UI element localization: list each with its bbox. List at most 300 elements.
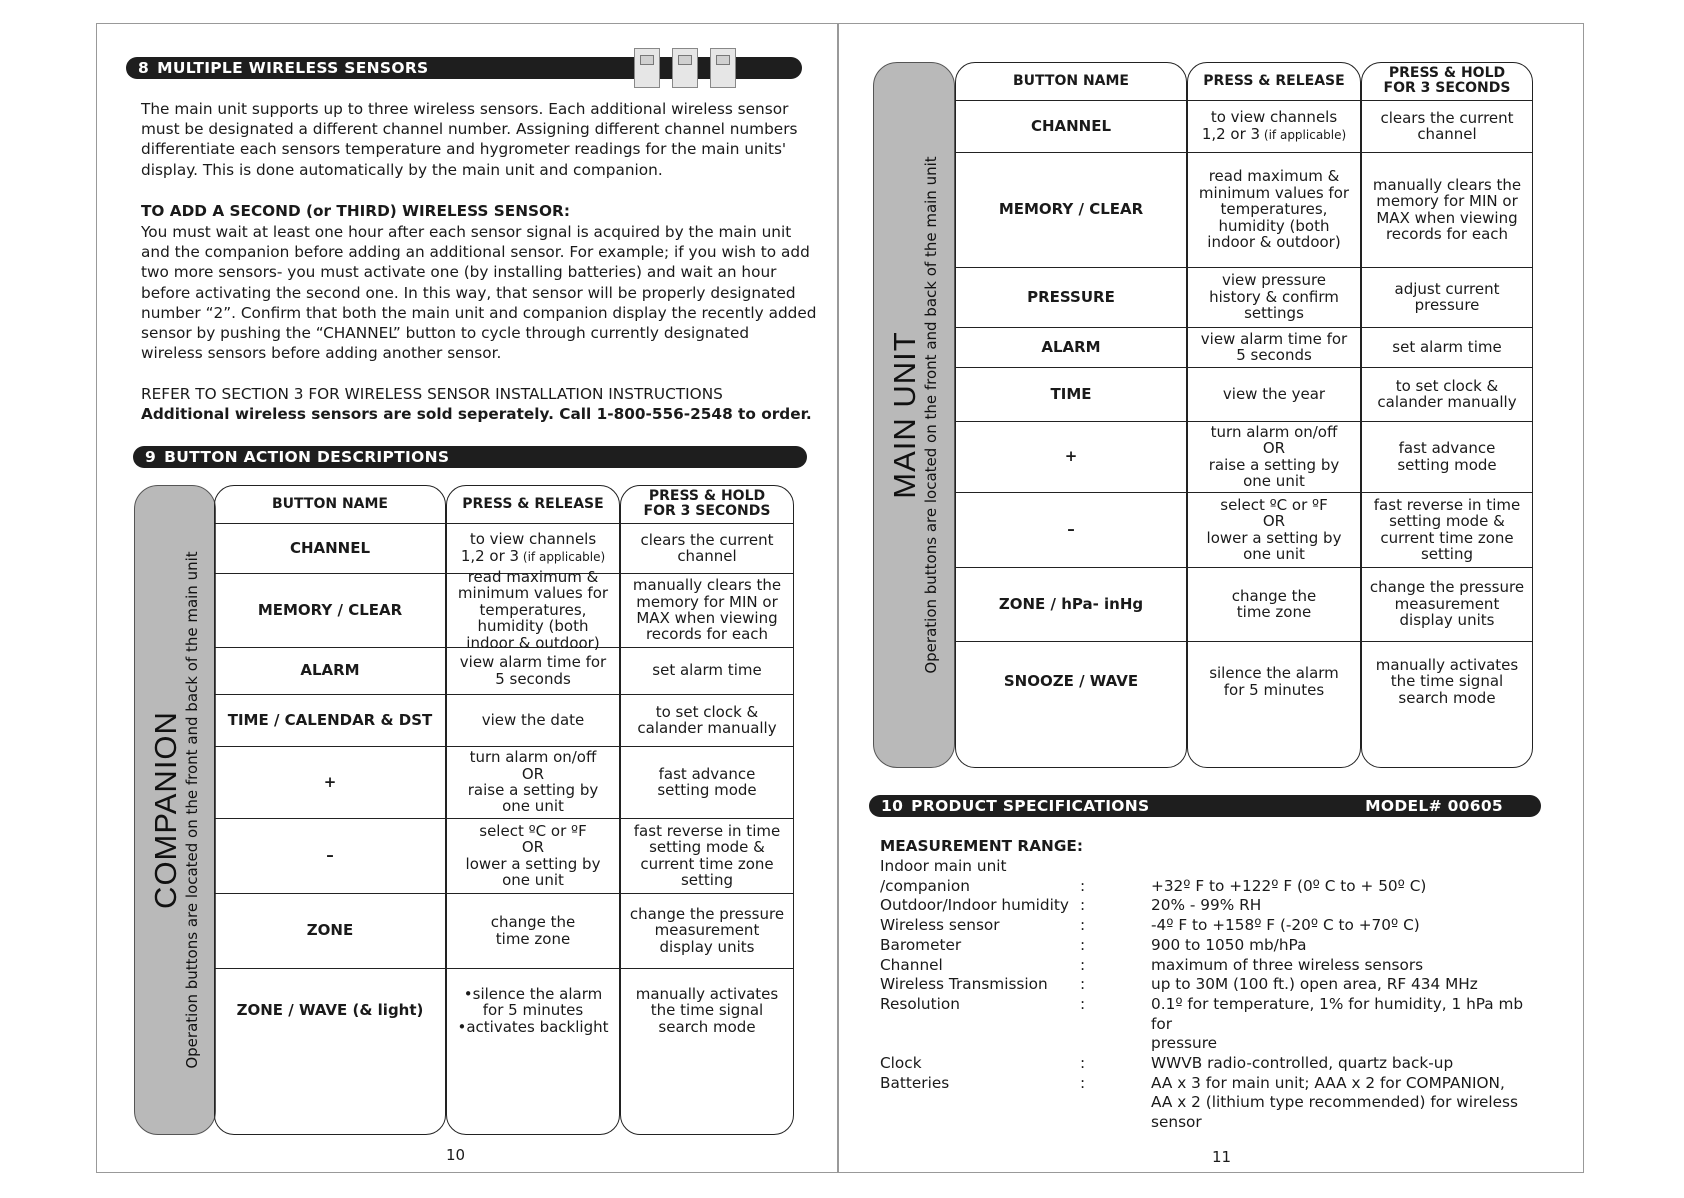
spec-label: [880, 916, 1000, 936]
spec-value: [1151, 877, 1541, 897]
cell-line: set alarm time: [1392, 337, 1502, 356]
press-hold-cell: [620, 523, 794, 573]
sensor-1-icon: [634, 48, 660, 88]
cell-text: [307, 922, 353, 938]
cell-text: [228, 712, 433, 728]
cell-line: MAX when viewing: [636, 609, 778, 627]
spec-label-line: Clock: [880, 1054, 922, 1072]
cell-line: one unit: [1243, 471, 1305, 490]
cell-line: to set clock &: [655, 702, 759, 721]
cell-text: [1199, 168, 1349, 250]
cell-text: [237, 1002, 424, 1018]
press-hold-cell: [1361, 567, 1533, 641]
cell-text: [1374, 497, 1520, 563]
cell-line: temperatures,: [479, 600, 587, 619]
section-10-header: [869, 795, 1541, 817]
press-release-cell: [1187, 641, 1361, 722]
spec-separator: :: [1080, 916, 1086, 935]
cell-line: pressure: [1414, 296, 1480, 314]
cell-line: change the: [1231, 586, 1317, 605]
cell-line: lower a setting by: [465, 854, 601, 873]
cell-line: –: [326, 846, 334, 865]
spec-value-line: 900 to 1050 mb/hPa: [1151, 935, 1307, 954]
cell-line: clears the current: [1380, 108, 1514, 127]
cell-text: [1223, 386, 1325, 402]
button-name-cell: [214, 694, 446, 746]
cell-line: manually clears the: [632, 576, 782, 595]
header-line: FOR 3 SECONDS: [1383, 80, 1511, 96]
header-press-hold: [620, 485, 794, 523]
section-9-title: BUTTON ACTION DESCRIPTIONS: [164, 448, 450, 466]
cell-line: 1,2 or 3 (if applicable): [1201, 124, 1347, 143]
cell-line: manually activates: [1375, 655, 1519, 674]
cell-line: manually activates: [635, 984, 779, 1003]
spec-label: [880, 896, 1069, 916]
cell-line: to view channels: [469, 530, 597, 549]
cell-text: [258, 602, 402, 618]
header-button-name: BUTTON NAME: [1013, 72, 1129, 89]
cell-text: [466, 823, 601, 889]
press-release-cell: [1187, 100, 1361, 152]
cell-text: [461, 531, 605, 565]
spec-label-line: Batteries: [880, 1073, 950, 1092]
spec-value: [1151, 956, 1541, 976]
cell-line: select ºC or ºF: [479, 821, 587, 840]
press-release-cell: [446, 968, 620, 1053]
cell-line: view alarm time for: [1200, 329, 1348, 348]
cell-text: [1041, 339, 1100, 355]
cell-line: records for each: [1385, 224, 1509, 243]
body-line: number “2”. Confirm that both the main unit and companion display the recently added: [141, 303, 817, 322]
button-name-cell: [955, 492, 1187, 567]
cell-line: minimum values for: [457, 584, 609, 603]
spec-separator: :: [1080, 1054, 1086, 1072]
cell-line: setting mode &: [1389, 512, 1505, 531]
cell-line: channel: [677, 547, 737, 565]
cell-line: records for each: [645, 625, 769, 644]
companion-tab-title: COMPANION: [148, 711, 183, 909]
cell-text: [1067, 521, 1075, 537]
cell-line: ZONE / hPa- inHg: [998, 594, 1144, 613]
press-hold-cell: [620, 893, 794, 968]
cell-text: [636, 986, 778, 1035]
cell-line: read maximum &: [1208, 167, 1340, 186]
spec-value-line: up to 30M (100 ft.) open area, RF 434 MHz: [1151, 975, 1478, 994]
cell-line: TIME: [1050, 384, 1092, 403]
cell-line: humidity (both: [477, 617, 589, 636]
sensor-3-icon: [710, 48, 736, 88]
cell-text: [1004, 673, 1138, 689]
cell-line: view alarm time for: [459, 653, 607, 672]
header-press-release: PRESS & RELEASE: [1203, 72, 1345, 89]
cell-line: change the pressure: [629, 904, 785, 923]
spec-separator: :: [1080, 876, 1086, 895]
cell-line: •silence the alarm: [463, 984, 603, 1003]
if-applicable-note: (if applicable): [519, 549, 606, 564]
cell-line: setting mode &: [649, 838, 765, 857]
body-line: two more sensors- you must activate one (by installing batteries) and wait an hour: [141, 263, 777, 282]
cell-line: 5 seconds: [495, 669, 571, 688]
spec-label: [880, 1074, 949, 1094]
press-hold-cell: [1361, 492, 1533, 567]
press-release-cell: [1187, 492, 1361, 567]
cell-line: +: [323, 772, 337, 791]
spec-value-line: +32º F to +122º F (0º C to + 50º C): [1151, 876, 1427, 895]
spec-value-line: pressure: [1151, 1034, 1218, 1053]
press-hold-cell: [1361, 152, 1533, 267]
cell-text: [458, 569, 608, 651]
cell-line: time zone: [495, 929, 571, 948]
cell-text: [999, 201, 1143, 217]
spec-label: [880, 1054, 922, 1074]
intro-line: differentiate each sensors temperature and hygrometer readings for the main units': [141, 140, 787, 159]
cell-line: MAX when viewing: [1376, 208, 1518, 227]
cell-line: indoor & outdoor): [466, 633, 600, 652]
cell-line: view the year: [1222, 384, 1326, 403]
cell-line: ALARM: [1041, 337, 1101, 356]
spec-value: [1151, 1054, 1541, 1074]
press-release-cell: [1187, 367, 1361, 421]
button-name-cell: [214, 818, 446, 893]
cell-line: to set clock &: [1395, 376, 1499, 395]
cell-line: setting mode: [1397, 455, 1497, 474]
cell-text: [1232, 588, 1317, 621]
spec-value-line: 20% - 99% RH: [1151, 896, 1262, 915]
intro-line: must be designated a different channel number. Assigning different channel numbers: [141, 120, 798, 139]
cell-line: •activates backlight: [457, 1017, 609, 1036]
cell-text: [1031, 118, 1111, 134]
spec-label-line: Channel: [880, 955, 943, 974]
spec-value: [1151, 1074, 1541, 1133]
press-hold-cell: [1361, 100, 1533, 152]
header-line: PRESS & HOLD: [1388, 65, 1506, 81]
spec-separator: :: [1080, 975, 1086, 994]
cell-line: current time zone: [640, 854, 774, 873]
spec-value: [1151, 916, 1541, 936]
cell-line: display units: [659, 937, 755, 956]
cell-line: display units: [1399, 611, 1495, 630]
cell-line: temperatures,: [1220, 200, 1328, 219]
order-note: Additional wireless sensors are sold seperately. Call 1-800-556-2548 to order.: [141, 405, 812, 423]
press-hold-cell: [1361, 367, 1533, 421]
cell-line: ALARM: [300, 661, 360, 680]
spec-value-line: sensor: [1151, 1113, 1202, 1132]
spec-label-line: /companion: [880, 876, 970, 895]
cell-line: manually clears the: [1372, 175, 1522, 194]
cell-line: search mode: [1398, 688, 1496, 707]
press-release-cell: [446, 694, 620, 746]
cell-text: [1209, 665, 1339, 698]
cell-line: OR: [521, 838, 545, 857]
cell-line: raise a setting by: [1208, 455, 1340, 474]
cell-line: history & confirm: [1209, 287, 1339, 306]
cell-line: +: [1064, 447, 1078, 466]
cell-text: [1201, 331, 1347, 364]
cell-line: minimum values for: [1198, 183, 1350, 202]
cell-text: [300, 662, 359, 678]
cell-text: [999, 596, 1143, 612]
companion-side-tab: [134, 485, 216, 1135]
section-8-number: 8: [138, 59, 150, 77]
spec-value-line: 0.1º for temperature, 1% for humidity, 1 hPa mb for: [1151, 994, 1524, 1033]
cell-text: [326, 847, 334, 863]
press-release-cell: [446, 567, 620, 652]
press-release-cell: [446, 647, 620, 694]
if-applicable-note: (if applicable): [1260, 127, 1347, 142]
main-unit-side-tab: [873, 62, 955, 768]
cell-text: [1051, 386, 1092, 402]
button-name-cell: [955, 367, 1187, 421]
spec-label: [880, 995, 960, 1015]
cell-line: one unit: [502, 797, 564, 816]
cell-text: [1397, 440, 1496, 473]
header-press-hold: [1361, 62, 1533, 100]
button-name-cell: [955, 641, 1187, 722]
cell-text: [633, 577, 781, 643]
cell-line: 1,2 or 3 (if applicable): [460, 546, 606, 565]
cell-text: [460, 654, 606, 687]
sensor-icons: [634, 48, 736, 88]
spec-label: [880, 975, 1048, 995]
cell-line: indoor & outdoor): [1207, 233, 1341, 252]
cell-line: setting: [1420, 544, 1473, 563]
cell-text: [1209, 272, 1339, 321]
button-name-cell: [214, 893, 446, 968]
cell-text: [652, 662, 761, 678]
cell-line: one unit: [1243, 544, 1305, 563]
cell-text: [468, 749, 598, 815]
main-unit-tab-note: Operation buttons are located on the front and back of the main unit: [922, 156, 940, 674]
cell-text: [1377, 378, 1516, 411]
body-line: You must wait at least one hour after each sensor signal is acquired by the main unit: [141, 223, 792, 241]
section-10-number: 10: [881, 797, 904, 815]
section-10-title: PRODUCT SPECIFICATIONS: [911, 797, 1150, 815]
header-line: PRESS & HOLD: [648, 488, 766, 504]
body-line: before activating the second one. In this way, that sensor will be properly designated: [141, 283, 796, 302]
cell-line: measurement: [1394, 594, 1500, 613]
cell-text: [491, 914, 576, 947]
spec-label: [880, 857, 1007, 896]
button-name-cell: [214, 968, 446, 1053]
sensor-2-icon: [672, 48, 698, 88]
press-hold-cell: [1361, 327, 1533, 367]
cell-line: change the pressure: [1369, 578, 1525, 597]
spec-value-line: AA x 2 (lithium type recommended) for wireless: [1151, 1093, 1518, 1112]
intro-line: display. This is done automatically by the main unit and companion.: [141, 160, 663, 179]
cell-line: setting: [680, 870, 733, 889]
cell-text: [1395, 281, 1500, 314]
cell-text: [637, 704, 776, 737]
cell-text: [1376, 657, 1518, 706]
cell-text: [1209, 424, 1339, 490]
spec-label-line: Wireless Transmission: [880, 975, 1048, 994]
spec-value: [1151, 896, 1541, 916]
button-name-cell: [214, 746, 446, 818]
press-hold-cell: [620, 968, 794, 1053]
spec-label-line: Wireless sensor: [880, 916, 1000, 935]
cell-line: TIME / CALENDAR & DST: [227, 710, 433, 729]
cell-line: to view channels: [1210, 108, 1338, 127]
cell-line: calander manually: [1377, 393, 1517, 411]
button-name-cell: [214, 573, 446, 647]
button-name-cell: [955, 267, 1187, 327]
cell-text: [1207, 497, 1342, 563]
cell-line: memory for MIN or: [1376, 192, 1518, 211]
cell-text: [1065, 448, 1078, 464]
cell-line: calander manually: [637, 719, 777, 737]
cell-line: memory for MIN or: [636, 592, 778, 611]
section-8-intro: [141, 99, 821, 180]
cell-line: OR: [1262, 512, 1286, 531]
companion-tab-note: Operation buttons are located on the front and back of the main unit: [183, 551, 201, 1069]
cell-text: [1380, 110, 1513, 143]
spec-separator: :: [1080, 896, 1086, 915]
cell-line: PRESSURE: [1027, 287, 1115, 306]
spec-value: [1151, 975, 1541, 995]
refer-note: REFER TO SECTION 3 FOR WIRELESS SENSOR INSTALLATION INSTRUCTIONS: [141, 385, 723, 403]
cell-line: MEMORY / CLEAR: [257, 600, 403, 619]
press-hold-cell: [620, 746, 794, 818]
press-release-cell: [1187, 421, 1361, 492]
cell-text: [458, 986, 609, 1035]
add-sensor-heading: TO ADD A SECOND (or THIRD) WIRELESS SENSOR:: [141, 202, 570, 220]
spec-value-line: -4º F to +158º F (-20º C to +70º C): [1151, 916, 1420, 935]
press-hold-cell: [620, 694, 794, 746]
cell-line: ZONE / WAVE (& light): [236, 1001, 424, 1020]
press-hold-cell: [1361, 641, 1533, 722]
cell-text: [640, 532, 773, 565]
cell-line: turn alarm on/off: [469, 748, 597, 767]
cell-line: setting mode: [657, 781, 757, 799]
spec-value: [1151, 936, 1541, 956]
cell-line: current time zone: [1380, 528, 1514, 547]
press-release-cell: [446, 523, 620, 573]
spec-value: [1151, 995, 1541, 1054]
press-release-cell: [446, 818, 620, 893]
cell-line: MEMORY / CLEAR: [998, 200, 1144, 219]
spec-label-line: Resolution: [880, 994, 960, 1013]
spec-separator: :: [1080, 955, 1086, 974]
spec-separator: :: [1080, 935, 1086, 954]
cell-line: read maximum &: [467, 567, 599, 586]
header-hold-text: [1384, 66, 1511, 96]
cell-line: measurement: [654, 921, 760, 940]
cell-text: [1370, 579, 1524, 628]
cell-line: select ºC or ºF: [1220, 495, 1328, 514]
cell-line: lower a setting by: [1206, 528, 1342, 547]
cell-line: –: [1067, 520, 1075, 539]
cell-line: raise a setting by: [467, 781, 599, 799]
button-name-cell: [955, 152, 1187, 267]
companion-button-table: [214, 485, 794, 1135]
cell-text: [482, 712, 585, 728]
button-name-cell: [955, 100, 1187, 152]
section-9-header: [133, 446, 807, 468]
cell-line: the time signal: [650, 1001, 764, 1020]
cell-line: the time signal: [1390, 672, 1504, 691]
press-release-cell: [446, 893, 620, 968]
cell-text: [1392, 339, 1501, 355]
spec-label-line: Barometer: [880, 935, 962, 954]
spec-label: [880, 936, 961, 956]
cell-text: [290, 540, 370, 556]
press-hold-cell: [620, 647, 794, 694]
cell-text: [1202, 109, 1346, 143]
specs-heading: MEASUREMENT RANGE:: [880, 837, 1083, 855]
spec-label-line: Outdoor/Indoor humidity: [880, 896, 1069, 915]
cell-line: one unit: [502, 870, 564, 889]
press-release-cell: [1187, 567, 1361, 641]
press-release-cell: [1187, 267, 1361, 327]
cell-line: set alarm time: [652, 661, 762, 680]
main-unit-button-table: [955, 62, 1533, 768]
header-button-name: BUTTON NAME: [272, 495, 388, 512]
cell-line: clears the current: [640, 530, 774, 549]
spec-value-line: AA x 3 for main unit; AAA x 2 for COMPANION,: [1151, 1073, 1505, 1092]
press-hold-cell: [1361, 421, 1533, 492]
body-line: sensor by pushing the “CHANNEL” button to cycle through currently designated: [141, 324, 750, 343]
button-name-cell: [955, 421, 1187, 492]
cell-line: for 5 minutes: [482, 1001, 584, 1020]
cell-line: time zone: [1236, 603, 1312, 621]
page-number-left: 10: [446, 1146, 466, 1164]
press-release-cell: [1187, 152, 1361, 267]
press-hold-cell: [1361, 267, 1533, 327]
spec-value-line: maximum of three wireless sensors: [1151, 955, 1424, 974]
button-name-cell: [955, 567, 1187, 641]
model-number: MODEL# 00605: [1365, 797, 1503, 815]
cell-line: for 5 minutes: [1223, 680, 1325, 699]
header-line: FOR 3 SECONDS: [643, 503, 771, 519]
spec-label: [880, 956, 943, 976]
cell-line: silence the alarm: [1209, 664, 1339, 683]
body-line: wireless sensors before adding another sensor.: [141, 344, 502, 363]
body-line: and the companion before adding an additional sensor. For example; if you wish to add: [141, 243, 810, 262]
cell-text: [634, 823, 780, 889]
cell-line: channel: [1417, 125, 1477, 143]
cell-text: [1027, 289, 1115, 305]
cell-line: CHANNEL: [289, 538, 371, 557]
button-name-cell: [214, 647, 446, 694]
add-sensor-body: [141, 222, 831, 363]
section-9-number: 9: [145, 448, 157, 466]
cell-line: CHANNEL: [1030, 116, 1112, 135]
cell-line: 5 seconds: [1236, 346, 1312, 364]
section-8-title: MULTIPLE WIRELESS SENSORS: [157, 59, 429, 77]
intro-line: The main unit supports up to three wireless sensors. Each additional wireless sensor: [141, 100, 789, 118]
button-name-cell: [955, 327, 1187, 367]
press-release-cell: [1187, 327, 1361, 367]
cell-line: fast advance: [658, 764, 756, 783]
press-release-cell: [446, 746, 620, 818]
cell-text: [657, 766, 756, 799]
cell-line: fast advance: [1398, 439, 1496, 458]
cell-text: [324, 774, 337, 790]
cell-line: fast reverse in time: [633, 821, 781, 840]
main-unit-tab-title: MAIN UNIT: [887, 331, 922, 499]
spec-label-line: Indoor main unit: [880, 857, 1007, 875]
cell-line: turn alarm on/off: [1210, 422, 1338, 441]
cell-line: SNOOZE / WAVE: [1003, 672, 1139, 691]
cell-line: humidity (both: [1218, 216, 1330, 235]
cell-line: view pressure: [1221, 271, 1327, 290]
cell-text: [1373, 177, 1521, 243]
cell-line: adjust current: [1394, 279, 1500, 298]
cell-line: settings: [1244, 304, 1304, 323]
header-press-release: PRESS & RELEASE: [462, 495, 604, 512]
spec-value-line: WWVB radio-controlled, quartz back-up: [1151, 1054, 1454, 1072]
header-hold-text: [644, 489, 771, 519]
